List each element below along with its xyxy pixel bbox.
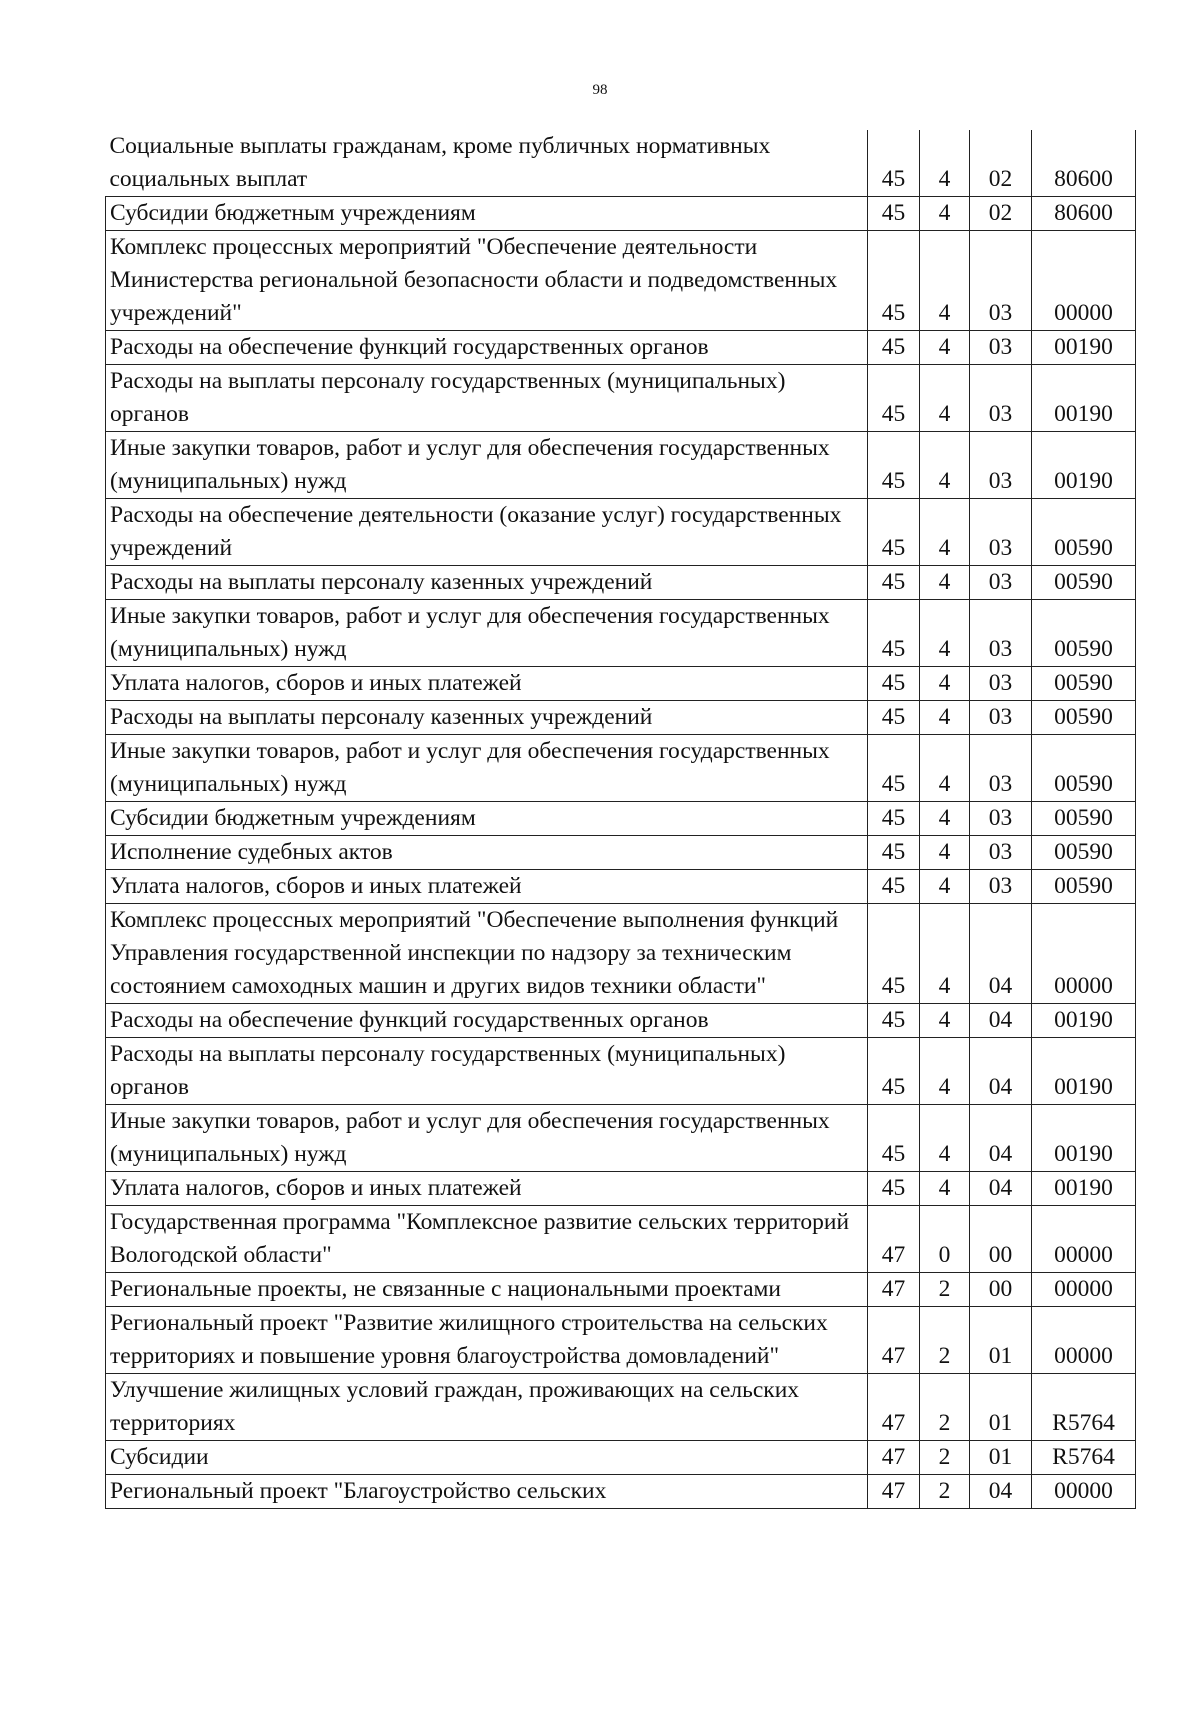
event-code: 01 <box>970 1307 1032 1374</box>
expense-name: Иные закупки товаров, работ и услуг для обеспечения государственных (муниципальных) нужд <box>106 1105 868 1172</box>
table-row <box>106 870 1136 904</box>
event-code: 03 <box>970 432 1032 499</box>
table-row <box>106 1307 1136 1374</box>
direction-code: 00590 <box>1032 566 1136 600</box>
program-code: 47 <box>868 1475 920 1509</box>
direction-code: 00000 <box>1032 1307 1136 1374</box>
table-row <box>106 432 1136 499</box>
event-code: 04 <box>970 1105 1032 1172</box>
expense-name: Расходы на обеспечение деятельности (оказание услуг) государственных учреждений <box>106 499 868 566</box>
table-row <box>106 904 1136 1004</box>
expense-name: Расходы на обеспечение функций государственных органов <box>106 1004 868 1038</box>
event-code: 02 <box>970 130 1032 197</box>
subprogram-code: 4 <box>920 904 970 1004</box>
table-row <box>106 1004 1136 1038</box>
expense-name: Региональный проект "Развитие жилищного строительства на сельских территориях и повышение уровня благоустройства домовладений" <box>106 1307 868 1374</box>
event-code: 03 <box>970 701 1032 735</box>
direction-code: 00000 <box>1032 1273 1136 1307</box>
program-code: 45 <box>868 130 920 197</box>
program-code: 45 <box>868 566 920 600</box>
program-code: 45 <box>868 836 920 870</box>
direction-code: 00590 <box>1032 735 1136 802</box>
subprogram-code: 4 <box>920 231 970 331</box>
program-code: 45 <box>868 904 920 1004</box>
event-code: 01 <box>970 1374 1032 1441</box>
table-row <box>106 1273 1136 1307</box>
table-row <box>106 600 1136 667</box>
expense-name: Иные закупки товаров, работ и услуг для обеспечения государственных (муниципальных) нужд <box>106 600 868 667</box>
direction-code: 00000 <box>1032 904 1136 1004</box>
subprogram-code: 2 <box>920 1441 970 1475</box>
table-row <box>106 1038 1136 1105</box>
subprogram-code: 4 <box>920 432 970 499</box>
event-code: 03 <box>970 735 1032 802</box>
program-code: 45 <box>868 1172 920 1206</box>
table-row <box>106 1206 1136 1273</box>
direction-code: 00190 <box>1032 432 1136 499</box>
expense-name: Расходы на выплаты персоналу государственных (муниципальных) органов <box>106 1038 868 1105</box>
expense-name: Субсидии бюджетным учреждениям <box>106 197 868 231</box>
event-code: 04 <box>970 1475 1032 1509</box>
table-row <box>106 802 1136 836</box>
program-code: 45 <box>868 667 920 701</box>
subprogram-code: 4 <box>920 331 970 365</box>
program-code: 45 <box>868 197 920 231</box>
direction-code: 00000 <box>1032 1475 1136 1509</box>
table-row <box>106 231 1136 331</box>
event-code: 04 <box>970 904 1032 1004</box>
expense-name: Региональные проекты, не связанные с национальными проектами <box>106 1273 868 1307</box>
expense-name: Иные закупки товаров, работ и услуг для обеспечения государственных (муниципальных) нужд <box>106 735 868 802</box>
expense-name: Региональный проект "Благоустройство сельских <box>106 1475 868 1509</box>
expense-name: Социальные выплаты гражданам, кроме публичных нормативных социальных выплат <box>106 130 868 197</box>
event-code: 00 <box>970 1206 1032 1273</box>
budget-table <box>105 130 1136 1509</box>
program-code: 45 <box>868 701 920 735</box>
direction-code: R5764 <box>1032 1441 1136 1475</box>
direction-code: 00590 <box>1032 499 1136 566</box>
event-code: 03 <box>970 566 1032 600</box>
expense-name: Расходы на выплаты персоналу государственных (муниципальных) органов <box>106 365 868 432</box>
event-code: 03 <box>970 600 1032 667</box>
program-code: 45 <box>868 1004 920 1038</box>
table-row <box>106 365 1136 432</box>
expense-name: Расходы на выплаты персоналу казенных учреждений <box>106 701 868 735</box>
program-code: 47 <box>868 1273 920 1307</box>
event-code: 03 <box>970 499 1032 566</box>
expense-name: Комплекс процессных мероприятий "Обеспечение деятельности Министерства региональной безопасности области и подведомственных учреждений" <box>106 231 868 331</box>
direction-code: 00190 <box>1032 1172 1136 1206</box>
event-code: 02 <box>970 197 1032 231</box>
expense-name: Расходы на выплаты персоналу казенных учреждений <box>106 566 868 600</box>
table-row <box>106 1172 1136 1206</box>
subprogram-code: 4 <box>920 701 970 735</box>
table-row <box>106 566 1136 600</box>
subprogram-code: 4 <box>920 836 970 870</box>
table-row <box>106 1105 1136 1172</box>
table-row <box>106 667 1136 701</box>
direction-code: 00590 <box>1032 600 1136 667</box>
subprogram-code: 2 <box>920 1273 970 1307</box>
direction-code: 00190 <box>1032 365 1136 432</box>
direction-code: 00190 <box>1032 1004 1136 1038</box>
subprogram-code: 4 <box>920 1105 970 1172</box>
subprogram-code: 4 <box>920 499 970 566</box>
direction-code: 00590 <box>1032 667 1136 701</box>
subprogram-code: 4 <box>920 1172 970 1206</box>
event-code: 03 <box>970 667 1032 701</box>
subprogram-code: 4 <box>920 566 970 600</box>
expense-name: Иные закупки товаров, работ и услуг для обеспечения государственных (муниципальных) нужд <box>106 432 868 499</box>
program-code: 45 <box>868 1038 920 1105</box>
program-code: 45 <box>868 802 920 836</box>
program-code: 45 <box>868 1105 920 1172</box>
direction-code: 80600 <box>1032 197 1136 231</box>
expense-name: Субсидии <box>106 1441 868 1475</box>
table-row <box>106 331 1136 365</box>
program-code: 47 <box>868 1374 920 1441</box>
page-number: 98 <box>592 82 608 98</box>
expense-name: Субсидии бюджетным учреждениям <box>106 802 868 836</box>
direction-code: 00590 <box>1032 701 1136 735</box>
table-row <box>106 499 1136 566</box>
event-code: 03 <box>970 331 1032 365</box>
program-code: 45 <box>868 870 920 904</box>
program-code: 45 <box>868 499 920 566</box>
program-code: 45 <box>868 432 920 499</box>
subprogram-code: 4 <box>920 130 970 197</box>
subprogram-code: 2 <box>920 1475 970 1509</box>
subprogram-code: 4 <box>920 1038 970 1105</box>
program-code: 45 <box>868 600 920 667</box>
direction-code: 00000 <box>1032 231 1136 331</box>
program-code: 47 <box>868 1206 920 1273</box>
direction-code: R5764 <box>1032 1374 1136 1441</box>
table-row <box>106 1441 1136 1475</box>
direction-code: 00190 <box>1032 1105 1136 1172</box>
program-code: 45 <box>868 735 920 802</box>
subprogram-code: 4 <box>920 667 970 701</box>
program-code: 45 <box>868 365 920 432</box>
subprogram-code: 4 <box>920 870 970 904</box>
expense-name: Исполнение судебных актов <box>106 836 868 870</box>
subprogram-code: 2 <box>920 1374 970 1441</box>
direction-code: 00190 <box>1032 1038 1136 1105</box>
expense-name: Расходы на обеспечение функций государственных органов <box>106 331 868 365</box>
budget-table-body <box>106 130 1136 1509</box>
expense-name: Улучшение жилищных условий граждан, проживающих на сельских территориях <box>106 1374 868 1441</box>
event-code: 01 <box>970 1441 1032 1475</box>
event-code: 03 <box>970 802 1032 836</box>
expense-name: Государственная программа "Комплексное развитие сельских территорий Вологодской области" <box>106 1206 868 1273</box>
expense-name: Комплекс процессных мероприятий "Обеспечение выполнения функций Управления государственной инспекции по надзору за техническим состоянием самоходных машин и других видов техники области" <box>106 904 868 1004</box>
subprogram-code: 4 <box>920 365 970 432</box>
subprogram-code: 2 <box>920 1307 970 1374</box>
subprogram-code: 4 <box>920 735 970 802</box>
table-row <box>106 1475 1136 1509</box>
expense-name: Уплата налогов, сборов и иных платежей <box>106 667 868 701</box>
event-code: 03 <box>970 231 1032 331</box>
direction-code: 00590 <box>1032 870 1136 904</box>
direction-code: 00000 <box>1032 1206 1136 1273</box>
table-row <box>106 130 1136 197</box>
program-code: 45 <box>868 331 920 365</box>
expense-name: Уплата налогов, сборов и иных платежей <box>106 1172 868 1206</box>
direction-code: 00190 <box>1032 331 1136 365</box>
table-row <box>106 836 1136 870</box>
direction-code: 80600 <box>1032 130 1136 197</box>
subprogram-code: 4 <box>920 1004 970 1038</box>
event-code: 04 <box>970 1004 1032 1038</box>
event-code: 03 <box>970 365 1032 432</box>
subprogram-code: 4 <box>920 197 970 231</box>
event-code: 04 <box>970 1172 1032 1206</box>
event-code: 00 <box>970 1273 1032 1307</box>
expense-name: Уплата налогов, сборов и иных платежей <box>106 870 868 904</box>
program-code: 47 <box>868 1307 920 1374</box>
table-row <box>106 1374 1136 1441</box>
subprogram-code: 4 <box>920 802 970 836</box>
event-code: 04 <box>970 1038 1032 1105</box>
table-row <box>106 701 1136 735</box>
event-code: 03 <box>970 870 1032 904</box>
subprogram-code: 0 <box>920 1206 970 1273</box>
table-row <box>106 735 1136 802</box>
direction-code: 00590 <box>1032 802 1136 836</box>
subprogram-code: 4 <box>920 600 970 667</box>
table-row <box>106 197 1136 231</box>
program-code: 45 <box>868 231 920 331</box>
event-code: 03 <box>970 836 1032 870</box>
direction-code: 00590 <box>1032 836 1136 870</box>
program-code: 47 <box>868 1441 920 1475</box>
